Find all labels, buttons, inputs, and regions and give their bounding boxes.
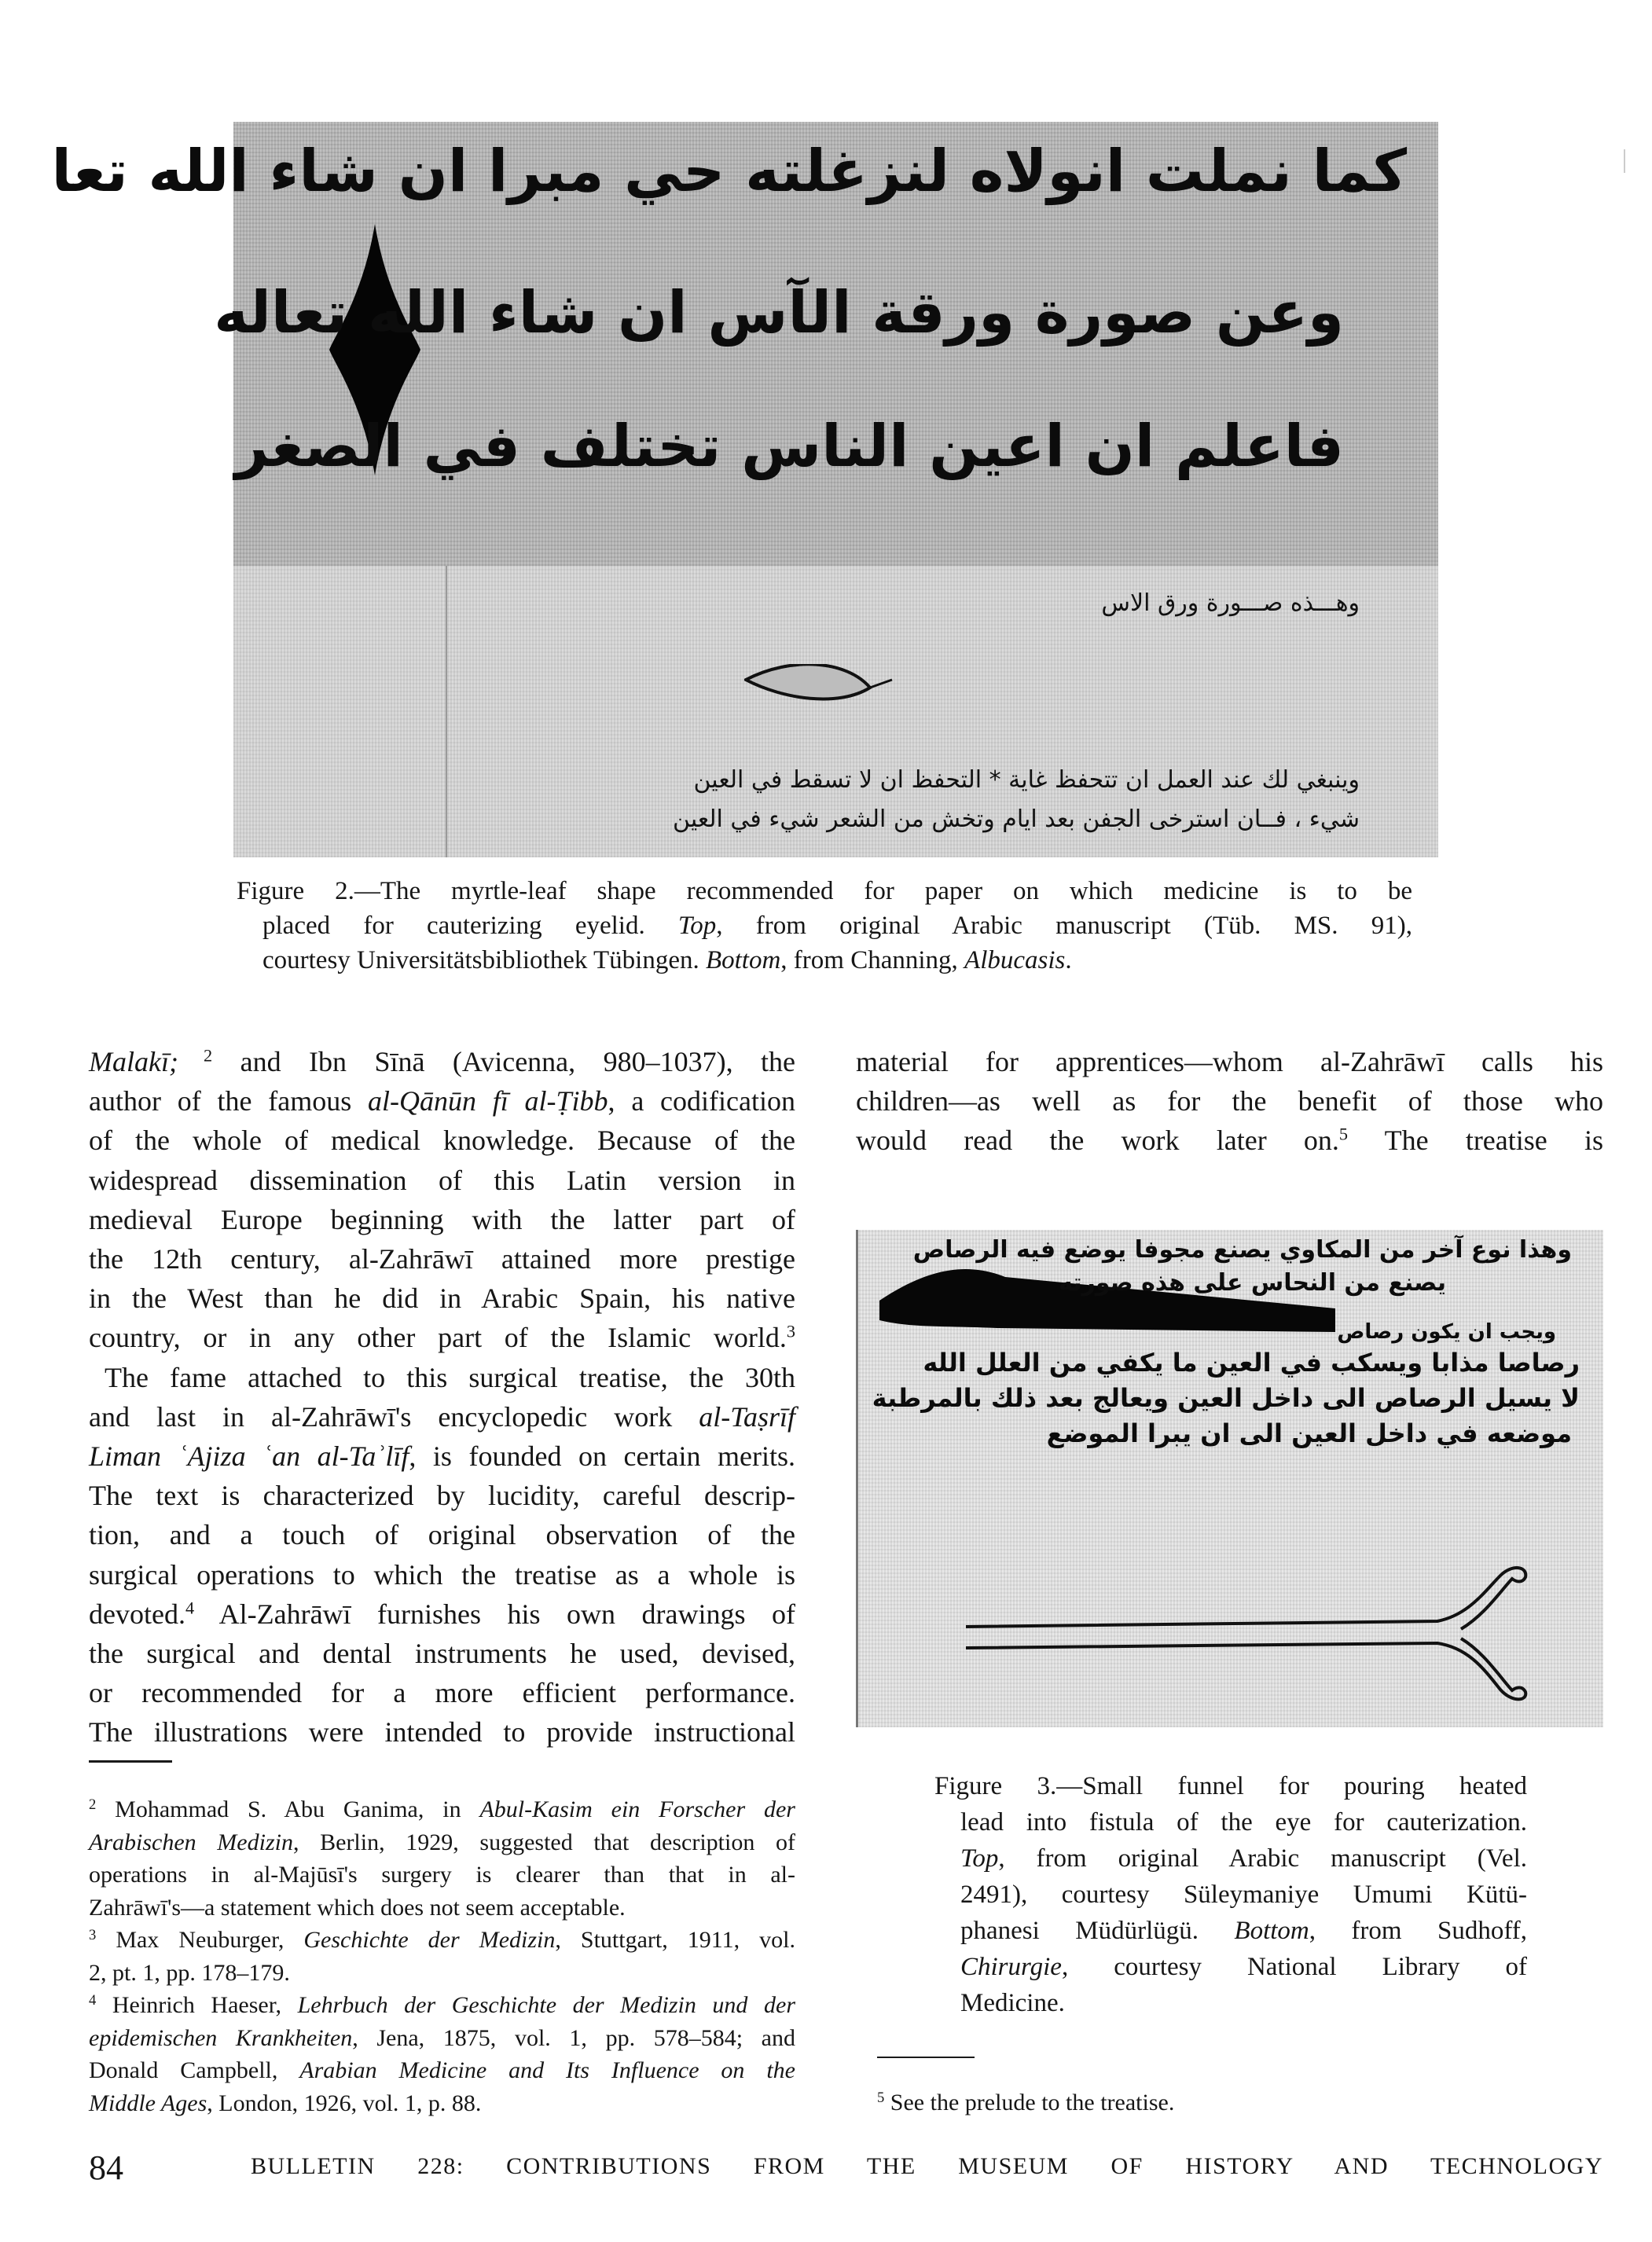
text-run: , Berlin, 1929, suggested that description of xyxy=(292,1829,795,1855)
text-line xyxy=(89,1042,795,1081)
text-line xyxy=(89,1318,795,1357)
manuscript-line: لا يسيل الرصاص الى داخل العين ويعالج بعد ذلك بالمرطبة xyxy=(872,1383,1580,1413)
italic-text: Top xyxy=(677,912,717,940)
text-run: and Ibn Sīnā (Avicenna, 980–1037), the xyxy=(212,1046,795,1077)
text-run: . xyxy=(1065,946,1072,974)
text-run: surgical operations to which the treatise as a whole is xyxy=(89,1558,795,1591)
text-run: operations in al-Majūsī's surgery is clearer than that in al- xyxy=(89,1862,795,1888)
text-line xyxy=(89,1594,795,1634)
text-run: placed for cauterizing eyelid. xyxy=(262,912,678,940)
text-run: Figure 2.—The myrtle-leaf shape recommended for paper on which medicine is to be xyxy=(237,877,1412,905)
text-run: Al-Zahrāwī furnishes his own drawings of xyxy=(194,1598,795,1630)
text-line xyxy=(237,874,1412,908)
italic-text: Bottom xyxy=(705,946,781,974)
text-run: Max Neuburger, xyxy=(96,1927,304,1953)
printed-edition-excerpt xyxy=(233,566,1438,857)
page-number: 84 xyxy=(89,2148,123,2187)
text-run: would read the work later on. xyxy=(856,1125,1339,1157)
manuscript-line: وهذا نوع آخر من المكاوي يصنع مجوفا يوضع فيه الرصاص xyxy=(912,1236,1572,1264)
italic-text: al-Qānūn fī al-Ṭibb xyxy=(368,1085,608,1117)
footnote-text: See the prelude to the treatise. xyxy=(884,2090,1175,2115)
footnote-ref: 5 xyxy=(1338,1125,1349,1145)
text-line xyxy=(89,1555,795,1594)
text-run: the 12th century, al-Zahrāwī attained more prestige xyxy=(89,1243,795,1275)
image-edge xyxy=(856,1230,858,1727)
text-line xyxy=(89,1397,795,1437)
text-run: , from original Arabic manuscript (Vel. xyxy=(998,1844,1527,1873)
funnel-instrument-drawing-icon xyxy=(966,1560,1532,1709)
text-run: of the whole of medical knowledge. Because of the xyxy=(89,1125,795,1157)
text-line xyxy=(960,1949,1527,1985)
text-line xyxy=(89,1924,795,1957)
text-run: Zahrāwī's—a statement which does not seem acceptable. xyxy=(89,1894,626,1921)
text-line xyxy=(89,1673,795,1712)
text-line xyxy=(960,1804,1527,1840)
footnote-ref: 3 xyxy=(786,1322,795,1342)
text-run: children—as well as for the benefit of those who xyxy=(856,1085,1603,1117)
printed-arabic-title: وهـــذه صـــورة ورق الاس xyxy=(1101,589,1360,617)
italic-text: al-Taṣrīf xyxy=(699,1400,795,1433)
manuscript-line: وعن صورة ورقة الآس ان شاء الله تعاله xyxy=(214,279,1344,347)
text-line xyxy=(89,1712,795,1752)
text-run: devoted. xyxy=(89,1598,185,1630)
text-line xyxy=(89,1279,795,1318)
italic-text: Arabian Medicine and Its Influence on the xyxy=(299,2057,795,2083)
figure-2-image xyxy=(51,122,1438,857)
text-run: , Jena, 1875, vol. 1, pp. 578–584; and xyxy=(352,2024,795,2051)
text-line xyxy=(262,943,1412,978)
text-run: author of the famous xyxy=(89,1085,368,1117)
text-line xyxy=(89,1892,795,1925)
text-line xyxy=(89,1515,795,1554)
text-line xyxy=(960,1840,1527,1877)
footnotes-left xyxy=(89,1793,795,2119)
italic-text: Lehrbuch der Geschichte der Medizin und der xyxy=(297,1992,795,2018)
text-run: widespread dissemination of this Latin version in xyxy=(89,1164,795,1196)
italic-text: Top xyxy=(960,1844,999,1873)
text-line xyxy=(89,1859,795,1892)
text-run: , is founded on certain merits. xyxy=(409,1440,796,1473)
figure-2-caption xyxy=(237,874,1412,978)
text-line xyxy=(89,1161,795,1200)
italic-text: Middle Ages xyxy=(89,2090,207,2116)
manuscript-line: كما نملت انولاه لنزغلته حي مبرا ان شاء الله تعا xyxy=(51,138,1407,205)
figure-3-caption xyxy=(934,1768,1527,2021)
text-line xyxy=(960,1877,1527,1913)
text-line xyxy=(89,1793,795,1826)
text-run: The illustrations were intended to provide instructional xyxy=(89,1716,795,1748)
footnote-ref: 4 xyxy=(185,1598,195,1618)
italic-text: Malakī; xyxy=(89,1046,178,1077)
footnote-ref: 4 xyxy=(89,1991,97,2009)
printed-arabic-line: وينبغي لك عند العمل ان تتحفظ غاية * التحفظ ان لا تسقط في العين xyxy=(693,766,1360,794)
text-run: in the West than he did in Arabic Spain, his native xyxy=(89,1282,795,1315)
text-run: material for apprentices—whom al-Zahrāwī calls his xyxy=(856,1046,1603,1077)
myrtle-leaf-drawing-icon xyxy=(744,664,894,711)
text-run: phanesi Müdürlügü. xyxy=(960,1917,1235,1945)
text-run: , Stuttgart, 1911, vol. xyxy=(555,1927,795,1953)
text-run: tion, and a touch of original observation of the xyxy=(89,1519,795,1551)
text-run: and last in al-Zahrāwī's encyclopedic work xyxy=(89,1400,699,1433)
footnote-number: 5 xyxy=(877,2089,885,2106)
text-run: Medicine. xyxy=(960,1989,1065,2017)
printed-arabic-line: شيء ، فــان استرخى الجفن بعد ايام وتخش من الشعر شيء في العين xyxy=(673,805,1360,833)
italic-text: epidemischen Krankheiten xyxy=(89,2024,353,2051)
text-line xyxy=(89,1634,795,1673)
italic-text: Chirurgie xyxy=(960,1953,1062,1981)
text-run: courtesy Universitätsbibliothek Tübingen. xyxy=(262,946,706,974)
manuscript-line: ويجب ان يكون رصاص xyxy=(1337,1320,1556,1344)
text-line xyxy=(960,1985,1527,2021)
text-line xyxy=(89,1957,795,1990)
text-run: 2, pt. 1, pp. 178–179. xyxy=(89,1959,290,1986)
text-line xyxy=(89,1239,795,1279)
body-text-left-column xyxy=(89,1042,795,1752)
italic-text: Geschichte der Medizin xyxy=(303,1927,556,1953)
scan-mark xyxy=(1624,149,1625,173)
footnote-ref: 2 xyxy=(89,1796,97,1813)
footnote-ref: 2 xyxy=(178,1045,213,1066)
text-run: The fame attached to this surgical treatise, the 30th xyxy=(105,1361,795,1393)
text-run: , a codification xyxy=(608,1085,795,1117)
italic-text: Albucasis xyxy=(964,946,1066,974)
text-line xyxy=(89,1358,795,1397)
text-line xyxy=(856,1042,1603,1081)
manuscript-line: يصنع من النحاس على هذه صورته xyxy=(1059,1269,1446,1297)
text-line xyxy=(934,1768,1527,1804)
text-run: Mohammad S. Abu Ganima, in xyxy=(96,1796,480,1822)
text-run: the surgical and dental instruments he used, devised, xyxy=(89,1638,795,1670)
text-run: Donald Campbell, xyxy=(89,2057,300,2083)
text-run: The treatise is xyxy=(1348,1125,1603,1157)
italic-text: Liman ʿAjiza ʿan al-Taʾlīf xyxy=(89,1440,409,1473)
text-run: medieval Europe beginning with the latter part of xyxy=(89,1203,795,1235)
text-line xyxy=(262,908,1412,943)
text-line xyxy=(89,2054,795,2087)
text-run: Heinrich Haeser, xyxy=(96,1992,298,2018)
manuscript-line: موضعه في داخل العين الى ان يبرا الموضع xyxy=(1046,1418,1572,1448)
figure-3-image xyxy=(856,1230,1603,1727)
text-run: Figure 3.—Small funnel for pouring heated xyxy=(934,1772,1527,1800)
text-line xyxy=(89,1200,795,1239)
text-line xyxy=(89,2022,795,2055)
text-line xyxy=(856,1121,1603,1160)
text-line xyxy=(89,1121,795,1160)
arabic-manuscript-photo xyxy=(51,122,1438,566)
italic-text: Bottom xyxy=(1234,1917,1309,1945)
text-run: 2491), courtesy Süleymaniye Umumi Kütü- xyxy=(960,1881,1527,1909)
text-run: , courtesy National Library of xyxy=(1061,1953,1527,1981)
text-run: , from original Arabic manuscript (Tüb. MS. 91), xyxy=(716,912,1412,940)
italic-text: Arabischen Medizin xyxy=(89,1829,293,1855)
funnel-manuscript-drawing-icon xyxy=(879,1253,1351,1340)
text-line xyxy=(89,1081,795,1121)
text-line xyxy=(89,2087,795,2120)
text-line xyxy=(960,1913,1527,1949)
text-line xyxy=(856,1081,1603,1121)
text-line xyxy=(89,1826,795,1859)
text-line xyxy=(89,1989,795,2022)
text-line xyxy=(89,1437,795,1476)
footnote-rule xyxy=(877,2057,975,2058)
italic-text: Abul-Kasim ein Forscher der xyxy=(479,1796,795,1822)
manuscript-line: رصاصا مذابا ويسكب في العين ما يكفي من العلل الله xyxy=(923,1348,1580,1378)
text-run: country, or in any other part of the Islamic world. xyxy=(89,1322,787,1354)
text-run: , London, 1926, vol. 1, p. 88. xyxy=(207,2090,482,2116)
frame-line xyxy=(446,566,447,857)
footnote-rule xyxy=(89,1760,172,1763)
text-run: lead into fistula of the eye for cauterization. xyxy=(960,1808,1527,1837)
text-run: or recommended for a more efficient performance. xyxy=(89,1677,795,1709)
body-text-right-column xyxy=(856,1042,1603,1161)
text-line xyxy=(89,1476,795,1515)
text-run: The text is characterized by lucidity, careful descrip- xyxy=(89,1480,795,1512)
footnote-5 xyxy=(877,2086,1174,2119)
manuscript-line: فاعلم ان اعين الناس تختلف في الصغر xyxy=(235,413,1344,480)
footnote-ref: 3 xyxy=(89,1926,97,1943)
text-run: , from Sudhoff, xyxy=(1309,1917,1527,1945)
text-run: , from Channing, xyxy=(780,946,965,974)
running-head: BULLETIN 228: CONTRIBUTIONS FROM THE MUSEUM OF HISTORY AND TECHNOLOGY xyxy=(251,2153,1603,2179)
